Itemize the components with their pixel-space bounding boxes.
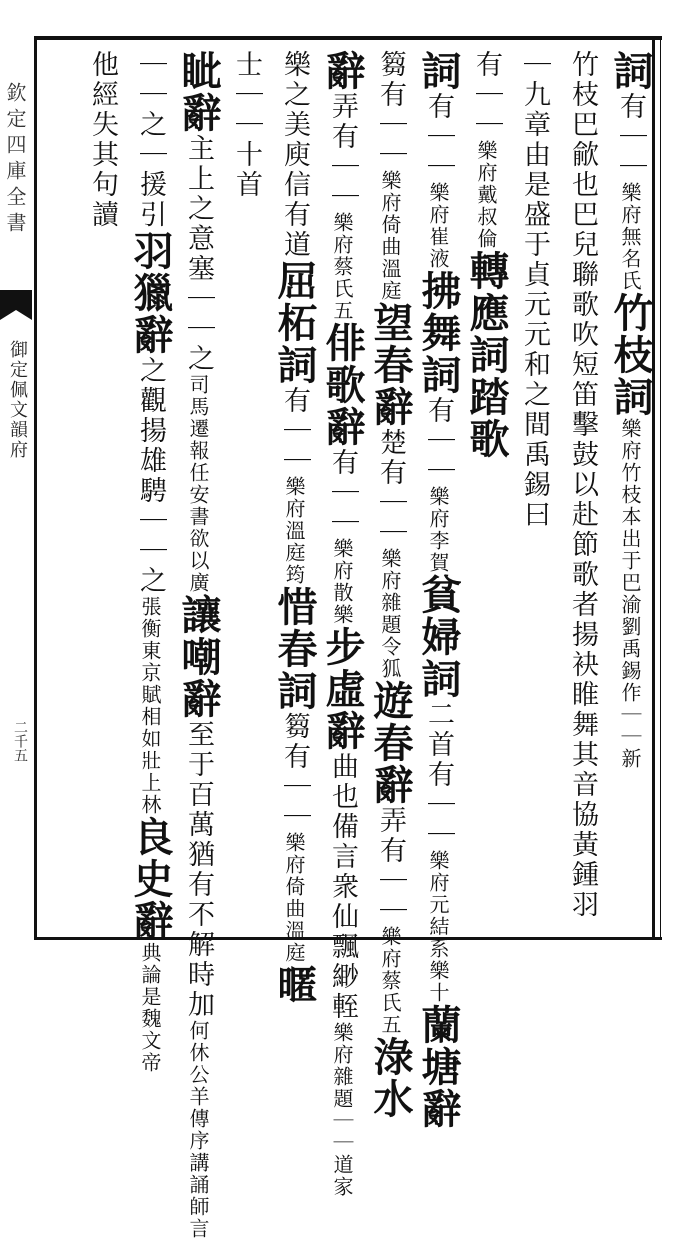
source-note: 樂府崔液 xyxy=(426,182,450,270)
text-run: 有｜｜ xyxy=(615,92,646,182)
source-note: 典論是 xyxy=(138,942,162,1008)
entry-headword: 踏歌 xyxy=(463,376,510,460)
source-note: 樂府元結系樂十 xyxy=(426,850,450,1004)
entry-headword: 惜春詞 xyxy=(271,586,318,712)
entry-headword: 遊春辭 xyxy=(367,680,414,806)
entry-headword: 良史辭 xyxy=(127,816,174,942)
entry-headword: 屈柘詞 xyxy=(271,260,318,386)
source-note: 樂府雜題｜｜道家 xyxy=(330,1022,354,1198)
source-note: 樂府竹枝本出于巴渝劉禹錫作｜｜新 xyxy=(618,418,642,770)
text-column xyxy=(367,50,414,1120)
text-column xyxy=(228,50,264,930)
source-note: 樂府蔡氏五 xyxy=(378,926,402,1036)
text-column xyxy=(319,50,366,1198)
entry-headword: 轉應詞 xyxy=(463,250,510,376)
text-run: 篘有｜｜ xyxy=(375,50,406,170)
text-column xyxy=(175,50,222,1240)
source-note: 魏文帝 xyxy=(138,1008,162,1074)
text-run: 弄有｜｜ xyxy=(327,92,358,212)
source-note: 樂府散樂 xyxy=(330,538,354,626)
margin-book-title: 御定佩文韻府 xyxy=(7,340,28,460)
text-run: 楚有｜｜ xyxy=(375,428,406,548)
source-note: 張衡東京賦相如壯上林 xyxy=(138,596,162,816)
text-run: 赴節歌者揚袂睢舞其音協黃鍾羽 xyxy=(567,500,598,920)
text-run: 有｜｜ xyxy=(471,50,502,140)
source-note: 樂府倚曲溫庭 xyxy=(378,170,402,302)
text-run: 有｜｜ xyxy=(327,448,358,538)
entry-headword: 蘭塘辭 xyxy=(415,1004,462,1130)
entry-headword: 詞 xyxy=(415,50,462,92)
source-note: 樂府戴叔倫 xyxy=(474,140,498,250)
entry-headword: 貧婦詞 xyxy=(415,574,462,700)
text-run: 有｜｜ xyxy=(423,396,454,486)
text-run: 二首有｜｜ xyxy=(423,700,454,850)
text-run: 他經失其句讀 xyxy=(87,50,118,230)
frame-right-thin-rule xyxy=(660,36,661,940)
text-run: 曲也備言衆仙飄緲輊 xyxy=(327,752,358,1022)
frame-left-rule xyxy=(34,36,37,940)
text-column xyxy=(84,50,120,930)
entry-headword: 羽獵辭 xyxy=(127,230,174,356)
source-note: 樂府溫庭筠 xyxy=(282,476,306,586)
entry-headword: 望春辭 xyxy=(367,302,414,428)
entry-headword: 眦辭 xyxy=(175,50,222,134)
text-column xyxy=(463,50,510,930)
text-run: 竹枝巴歈也巴兒聯歌吹短笛擊鼓以 xyxy=(567,50,598,500)
text-column xyxy=(564,50,600,930)
text-run: ｜九章由是盛于貞元元和之間禹錫曰 xyxy=(519,50,550,530)
text-run: 有｜｜ xyxy=(423,92,454,182)
text-run: 篘有｜｜ xyxy=(279,712,310,832)
text-run: 有｜｜ xyxy=(279,386,310,476)
text-run: 至于百萬猶有不解時加 xyxy=(183,720,214,1020)
text-column xyxy=(127,50,174,1074)
text-run: 之觀揚雄騁｜｜之 xyxy=(135,356,166,596)
text-run: ｜｜之｜援引 xyxy=(135,50,166,230)
entry-headword: 辭 xyxy=(319,50,366,92)
page-number: 二千五 xyxy=(12,720,28,762)
text-column xyxy=(415,50,462,1130)
source-note: 司馬遷報任安書欲以廣 xyxy=(186,374,210,594)
frame-top-rule xyxy=(34,36,662,40)
text-run: 弄有｜｜ xyxy=(375,806,406,926)
source-note: 樂府蔡氏五 xyxy=(330,212,354,322)
source-note: 樂府李賀 xyxy=(426,486,450,574)
source-note: 何休公羊傳序講誦師言 xyxy=(186,1020,210,1240)
source-note: 樂府雜題令狐 xyxy=(378,548,402,680)
entry-headword: 讓嘲辭 xyxy=(175,594,222,720)
text-run: 主上之意塞｜｜之 xyxy=(183,134,214,374)
text-column xyxy=(271,50,318,1006)
entry-headword: 拂舞詞 xyxy=(415,270,462,396)
source-note: 樂府無名氏 xyxy=(618,182,642,292)
entry-headword: 步虛辭 xyxy=(319,626,366,752)
entry-headword: 詞 xyxy=(607,50,654,92)
entry-headword: 淥水 xyxy=(367,1036,414,1120)
source-note: 樂府倚曲溫庭 xyxy=(282,832,306,964)
frame-right-rule xyxy=(652,36,655,940)
entry-headword: 竹枝詞 xyxy=(607,292,654,418)
entry-headword: 俳歌辭 xyxy=(319,322,366,448)
entry-headword: 暱 xyxy=(271,964,318,1006)
text-run: 樂之美庾信有道 xyxy=(279,50,310,260)
text-column xyxy=(516,50,552,930)
fishtail-mark-icon xyxy=(0,290,32,330)
text-column xyxy=(607,50,654,930)
margin-collection-title: 欽定四庫全書 xyxy=(3,82,27,238)
text-run: 士｜｜十首 xyxy=(231,50,262,200)
